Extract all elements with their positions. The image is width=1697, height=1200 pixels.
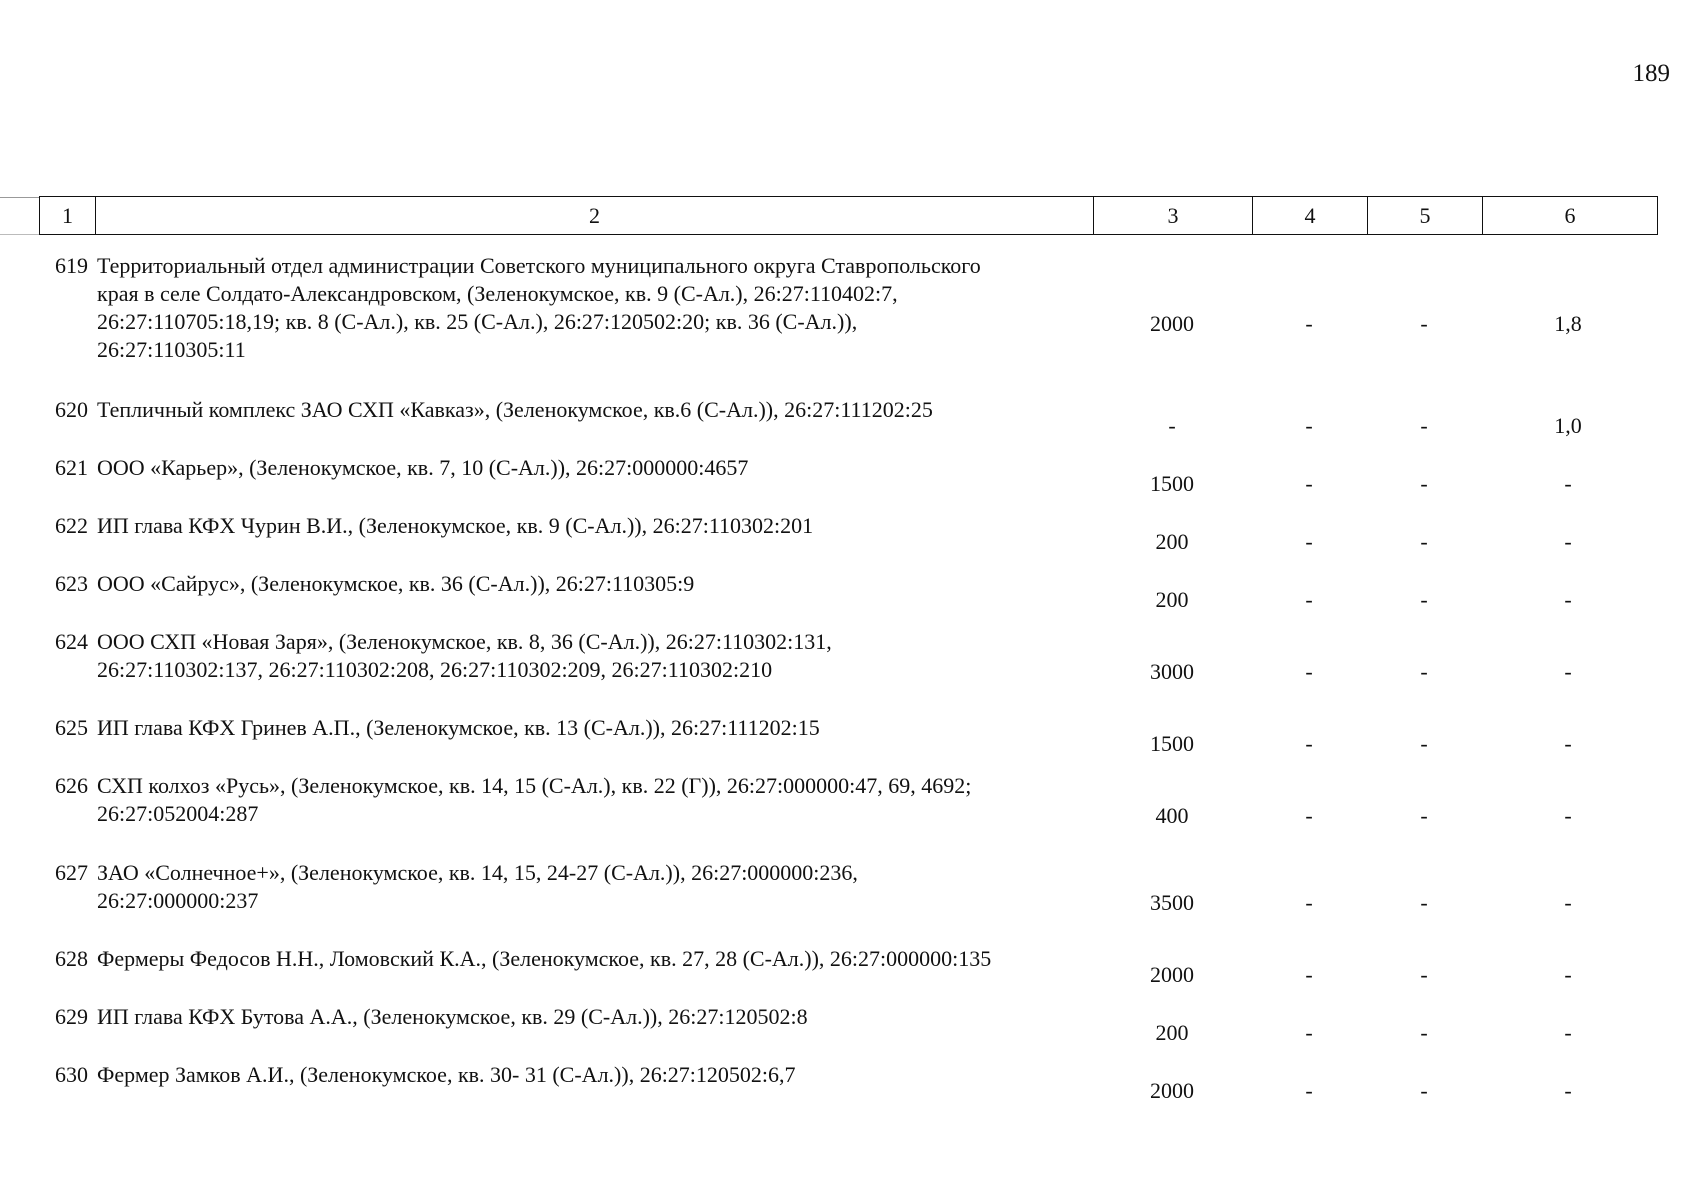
row-number: 627 bbox=[55, 860, 88, 885]
cell-col-5: - bbox=[1420, 587, 1428, 612]
cell-col-4: - bbox=[1305, 659, 1313, 684]
cell-col-5: - bbox=[1420, 659, 1428, 684]
row-number: 629 bbox=[55, 1004, 88, 1029]
description-line: 26:27:110705:18,19; кв. 8 (С-Ал.), кв. 25 (С-Ал.), 26:27:120502:20; кв. 36 (С-Ал.)), bbox=[97, 309, 858, 334]
cell-col-5: - bbox=[1420, 803, 1428, 828]
cell-col-4: - bbox=[1305, 1020, 1313, 1045]
cell-col-4: - bbox=[1305, 587, 1313, 612]
cell-col-4: - bbox=[1305, 962, 1313, 987]
page-number: 189 bbox=[1632, 60, 1670, 87]
cell-col-5: - bbox=[1420, 1020, 1428, 1045]
description-line: ООО «Карьер», (Зеленокумское, кв. 7, 10 (С-Ал.)), 26:27:000000:4657 bbox=[97, 455, 749, 480]
description-line: Фермер Замков А.И., (Зеленокумское, кв. 30- 31 (С-Ал.)), 26:27:120502:6,7 bbox=[97, 1062, 796, 1087]
description-line: 26:27:000000:237 bbox=[97, 888, 259, 913]
cell-col-6: 1,0 bbox=[1554, 413, 1582, 438]
row-description bbox=[97, 1003, 1097, 1031]
row-number: 623 bbox=[55, 571, 88, 596]
row-number: 622 bbox=[55, 513, 88, 538]
description-line: 26:27:110302:137, 26:27:110302:208, 26:27:110302:209, 26:27:110302:210 bbox=[97, 657, 773, 682]
row-number: 630 bbox=[55, 1062, 88, 1087]
cell-col-4: - bbox=[1305, 1078, 1313, 1103]
cell-col-5: - bbox=[1420, 471, 1428, 496]
row-description bbox=[97, 714, 1097, 742]
cell-col-6: - bbox=[1564, 659, 1572, 684]
cell-col-3: 2000 bbox=[1150, 311, 1194, 336]
column-header: 4 bbox=[1253, 197, 1368, 235]
row-description bbox=[97, 454, 1097, 482]
cell-col-3: 1500 bbox=[1150, 471, 1194, 496]
cell-col-5: - bbox=[1420, 731, 1428, 756]
row-description bbox=[97, 945, 1097, 973]
cell-col-3: 2000 bbox=[1150, 962, 1194, 987]
cell-col-6: - bbox=[1564, 529, 1572, 554]
cell-col-6: - bbox=[1564, 471, 1572, 496]
scan-margin-line bbox=[0, 197, 40, 198]
cell-col-5: - bbox=[1420, 962, 1428, 987]
column-header-row bbox=[40, 197, 1658, 235]
cell-col-6: - bbox=[1564, 1020, 1572, 1045]
cell-col-6: - bbox=[1564, 962, 1572, 987]
description-line: ЗАО «Солнечное+», (Зеленокумское, кв. 14, 15, 24-27 (С-Ал.)), 26:27:000000:236, bbox=[97, 860, 858, 885]
cell-col-6: - bbox=[1564, 803, 1572, 828]
cell-col-6: - bbox=[1564, 731, 1572, 756]
row-number: 620 bbox=[55, 397, 88, 422]
row-description bbox=[97, 396, 1097, 424]
cell-col-5: - bbox=[1420, 413, 1428, 438]
cell-col-3: 200 bbox=[1155, 587, 1189, 612]
description-line: края в селе Солдато-Александровском, (Зеленокумское, кв. 9 (С-Ал.), 26:27:110402:7, bbox=[97, 281, 898, 306]
row-number: 625 bbox=[55, 715, 88, 740]
cell-col-4: - bbox=[1305, 471, 1313, 496]
row-description bbox=[97, 1061, 1097, 1089]
row-description bbox=[97, 512, 1097, 540]
cell-col-3: 200 bbox=[1155, 529, 1189, 554]
cell-col-5: - bbox=[1420, 890, 1428, 915]
row-description bbox=[97, 570, 1097, 598]
description-line: ООО СХП «Новая Заря», (Зеленокумское, кв. 8, 36 (С-Ал.)), 26:27:110302:131, bbox=[97, 629, 832, 654]
cell-col-5: - bbox=[1420, 1078, 1428, 1103]
row-number: 619 bbox=[55, 253, 88, 278]
column-header: 5 bbox=[1368, 197, 1483, 235]
cell-col-4: - bbox=[1305, 890, 1313, 915]
description-line: ИП глава КФХ Бутова А.А., (Зеленокумское, кв. 29 (С-Ал.)), 26:27:120502:8 bbox=[97, 1004, 808, 1029]
description-line: ИП глава КФХ Чурин В.И., (Зеленокумское, кв. 9 (С-Ал.)), 26:27:110302:201 bbox=[97, 513, 814, 538]
row-number: 624 bbox=[55, 629, 88, 654]
row-description bbox=[97, 859, 1097, 915]
cell-col-4: - bbox=[1305, 413, 1313, 438]
description-line: Территориальный отдел администрации Советского муниципального округа Ставропольского bbox=[97, 253, 981, 278]
row-description bbox=[97, 252, 1097, 364]
cell-col-3: 1500 bbox=[1150, 731, 1194, 756]
column-header-table bbox=[39, 196, 1658, 235]
cell-col-3: 2000 bbox=[1150, 1078, 1194, 1103]
column-header: 6 bbox=[1483, 197, 1658, 235]
description-line: 26:27:110305:11 bbox=[97, 337, 246, 362]
row-description bbox=[97, 628, 1097, 684]
cell-col-4: - bbox=[1305, 731, 1313, 756]
cell-col-3: 3500 bbox=[1150, 890, 1194, 915]
cell-col-4: - bbox=[1305, 529, 1313, 554]
cell-col-4: - bbox=[1305, 803, 1313, 828]
cell-col-3: - bbox=[1168, 413, 1176, 438]
cell-col-3: 400 bbox=[1155, 803, 1189, 828]
row-number: 621 bbox=[55, 455, 88, 480]
cell-col-6: 1,8 bbox=[1554, 311, 1582, 336]
description-line: ООО «Сайрус», (Зеленокумское, кв. 36 (С-Ал.)), 26:27:110305:9 bbox=[97, 571, 695, 596]
description-line: Тепличный комплекс ЗАО СХП «Кавказ», (Зеленокумское, кв.6 (С-Ал.)), 26:27:111202:25 bbox=[97, 397, 933, 422]
column-header: 3 bbox=[1094, 197, 1253, 235]
description-line: 26:27:052004:287 bbox=[97, 801, 259, 826]
cell-col-4: - bbox=[1305, 311, 1313, 336]
row-description bbox=[97, 772, 1097, 828]
scan-margin-line bbox=[0, 234, 40, 235]
cell-col-6: - bbox=[1564, 890, 1572, 915]
cell-col-3: 200 bbox=[1155, 1020, 1189, 1045]
description-line: СХП колхоз «Русь», (Зеленокумское, кв. 14, 15 (С-Ал.), кв. 22 (Г)), 26:27:000000:47, 69, 4692; bbox=[97, 773, 972, 798]
cell-col-6: - bbox=[1564, 587, 1572, 612]
row-number: 626 bbox=[55, 773, 88, 798]
row-number: 628 bbox=[55, 946, 88, 971]
description-line: ИП глава КФХ Гринев А.П., (Зеленокумское, кв. 13 (С-Ал.)), 26:27:111202:15 bbox=[97, 715, 820, 740]
cell-col-3: 3000 bbox=[1150, 659, 1194, 684]
cell-col-5: - bbox=[1420, 529, 1428, 554]
description-line: Фермеры Федосов Н.Н., Ломовский К.А., (Зеленокумское, кв. 27, 28 (С-Ал.)), 26:27:000000:135 bbox=[97, 946, 992, 971]
cell-col-6: - bbox=[1564, 1078, 1572, 1103]
column-header: 1 bbox=[40, 197, 96, 235]
column-header: 2 bbox=[96, 197, 1094, 235]
cell-col-5: - bbox=[1420, 311, 1428, 336]
